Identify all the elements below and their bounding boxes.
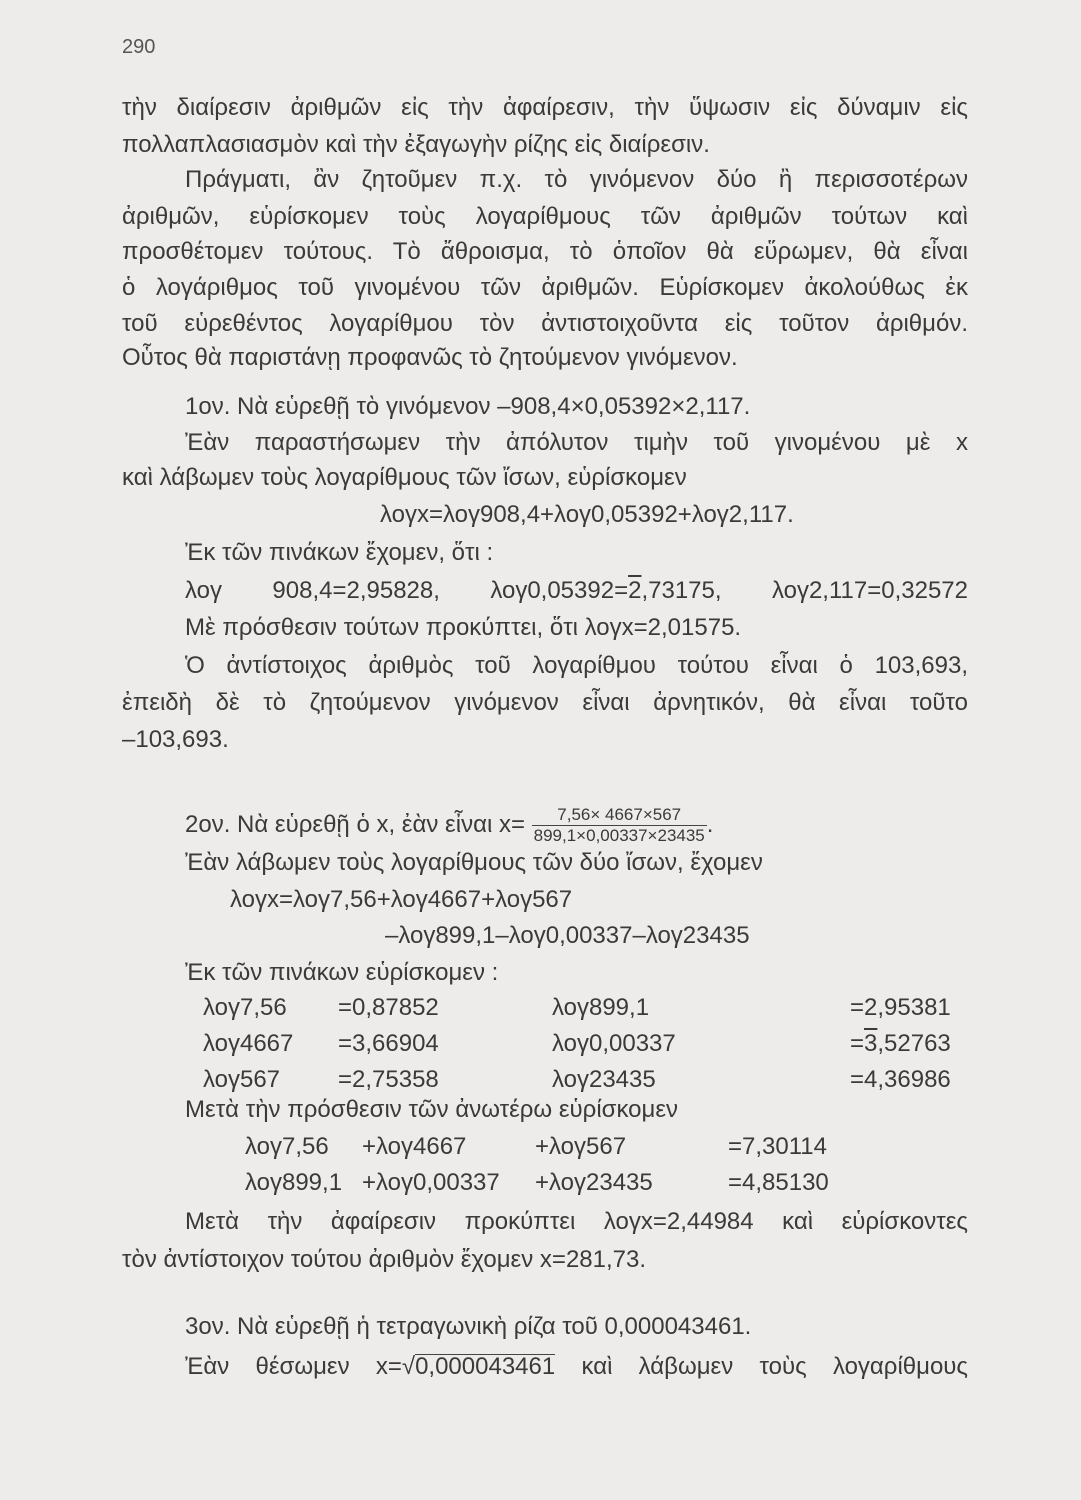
text-line: –103,693. (122, 726, 229, 753)
text-line: Μετὰ τὴν πρόσθεσιν τῶν ἀνωτέρω εὑρίσκομεν (185, 1096, 679, 1123)
text-line: Ἐκ τῶν πινάκων ἔχομεν, ὅτι : (185, 539, 494, 566)
example-2-heading: 2ον. Νὰ εὑρεθῇ ὁ x, ἐὰν εἶναι x= $\frac{7,56\times 4667\times 567}{899,1\times 0,00337\times 23435}$ . (185, 805, 714, 846)
text-line: ἀριθμῶν, εὑρίσκομεν τοὺς λογαρίθμους τῶν ἀριθμῶν τούτων καὶ (122, 203, 968, 230)
text-line: Ἐκ τῶν πινάκων εὑρίσκομεν : (185, 959, 499, 986)
equation-line: λογx=λογ908,4+λογ0,05392+λογ2,117. (380, 501, 794, 528)
equation-line: –λογ899,1–λογ0,00337–λογ23435 (385, 922, 750, 949)
fraction: $\frac{7,56\times 4667\times 567}{899,1\times 0,00337\times 23435}$ (533, 805, 705, 846)
text-line: Ἐὰν θέσωμεν x=√0,000043461 καὶ λάβωμεν τοὺς λογαρίθμους (185, 1353, 968, 1380)
example-3-heading: 3ον. Νὰ εὑρεθῇ ἡ τετραγωνικὴ ρίζα τοῦ 0,000043461. (185, 1313, 752, 1340)
text-line: πολλαπλασιασμὸν καὶ τὴν ἐξαγωγὴν ρίζης εἰς διαίρεσιν. (122, 131, 710, 158)
text-line: ἐπειδὴ δὲ τὸ ζητούμενον γινόμενον εἶναι ἀρνητικόν, θὰ εἶναι τοῦτο (122, 689, 968, 716)
text-line: ὁ λογάριθμος τοῦ γινομένου τῶν ἀριθμῶν. Εὑρίσκομεν ἀκολούθως ἐκ (122, 274, 968, 301)
text-line: τὸν ἀντίστοιχον τούτου ἀριθμὸν ἔχομεν x=281,73. (122, 1246, 647, 1273)
text-line: Μὲ πρόσθεσιν τούτων προκύπτει, ὅτι λογx=2,01575. (185, 614, 742, 641)
equation-line: λογx=λογ7,56+λογ4667+λογ567 (230, 886, 573, 913)
page-number: 290 (122, 36, 156, 58)
log-values-line: λογ 908,4=2,95828, λογ0,05392=2,73175, λογ2,117=0,32572 (185, 577, 968, 604)
text-line: Ἐὰν παραστήσωμεν τὴν ἀπόλυτον τιμὴν τοῦ γινομένου μὲ x (185, 429, 968, 456)
example-1-heading: 1ον. Νὰ εὑρεθῇ τὸ γινόμενον –908,4×0,05392×2,117. (185, 393, 751, 420)
text-line: Ὁ ἀντίστοιχος ἀριθμὸς τοῦ λογαρίθμου τούτου εἶναι ὁ 103,693, (185, 652, 968, 679)
text-line: τὴν διαίρεσιν ἀριθμῶν εἰς τὴν ἀφαίρεσιν, τὴν ὕψωσιν εἰς δύναμιν εἰς (122, 94, 968, 121)
text-line: προσθέτομεν τούτους. Τὸ ἄθροισμα, τὸ ὁποῖον θὰ εὕρωμεν, θὰ εἶναι (122, 238, 968, 265)
sqrt-sign: √ (401, 1353, 416, 1380)
text-line: Οὗτος θὰ παριστάνῃ προφανῶς τὸ ζητούμενον γινόμενον. (122, 344, 738, 371)
text-line: Μετὰ τὴν ἀφαίρεσιν προκύπτει λογx=2,44984 καὶ εὑρίσκοντες (185, 1208, 968, 1235)
text-line: Ἐὰν λάβωμεν τοὺς λογαρίθμους τῶν δύο ἴσων, ἔχομεν (185, 849, 763, 876)
text-line: τοῦ εὑρεθέντος λογαρίθμου τὸν ἀντιστοιχοῦντα εἰς τοῦτον ἀριθμόν. (122, 310, 968, 337)
text-line: καὶ λάβωμεν τοὺς λογαρίθμους τῶν ἴσων, εὑρίσκομεν (122, 464, 687, 491)
text-line: Πράγματι, ἂν ζητοῦμεν π.χ. τὸ γινόμενον δύο ἢ περισσοτέρων (185, 166, 968, 193)
